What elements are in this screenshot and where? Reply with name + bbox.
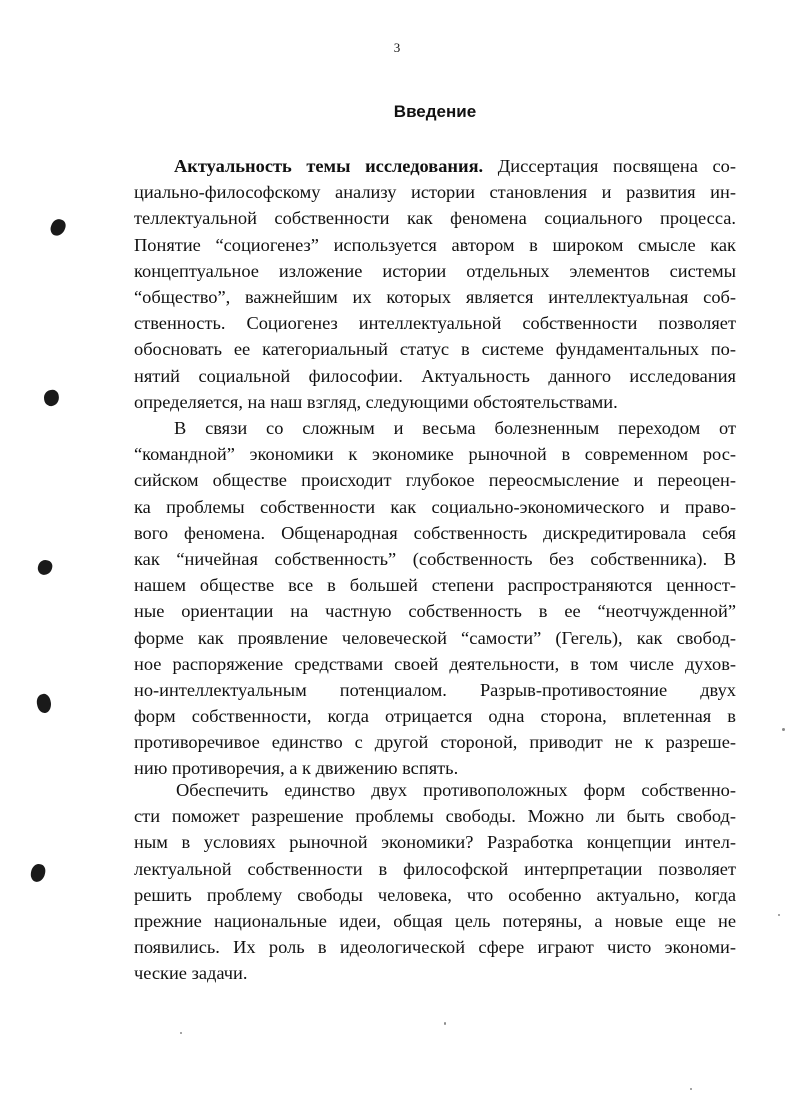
ink-blot	[36, 558, 53, 576]
text-line: определяется, на наш взгляд, следующими обстоятельствами.	[134, 391, 618, 412]
text-line: обосновать ее категориальный статус в системе фундаментальных по-	[134, 339, 736, 360]
text-line: но-интеллектуальным потенциалом. Разрыв-противостояние двух	[134, 679, 736, 700]
text-line: теллектуальной собственности как феномена социального процесса.	[134, 208, 736, 229]
ink-blot	[30, 863, 47, 883]
text-line: В связи со сложным и весьма болезненным переходом от	[174, 418, 736, 438]
ink-blot	[43, 389, 61, 407]
text-line: Обеспечить единство двух противоположных форм собственно-	[176, 780, 736, 800]
text-line: решить проблему свободы человека, что особенно актуально, когда	[134, 884, 736, 905]
text-line: концептуальное изложение истории отдельных элементов системы	[134, 260, 736, 281]
ink-blot	[35, 693, 53, 715]
text-line: сийском обществе происходит глубокое переосмысление и переоцен-	[134, 470, 736, 491]
text-line: нятий социальной философии. Актуальность данного исследования	[134, 365, 736, 386]
text-line: появились. Их роль в идеологической сфере играют чисто экономи-	[134, 937, 736, 958]
scan-speck	[782, 728, 785, 731]
text-line: циально-философскому анализу истории становления и развития ин-	[134, 182, 736, 203]
text-line: Понятие “социогенез” используется автором в широком смысле как	[134, 234, 736, 255]
paragraph-freedom	[134, 777, 736, 987]
text-line-fragment: Диссертация посвящена со-	[483, 156, 737, 176]
text-line: ные ориентации на частную собственность в ее “неотчужденной”	[134, 601, 736, 622]
text-line: форме как проявление человеческой “самости” (Гегель), как свобод-	[134, 627, 736, 648]
text-line: нию противоречия, а к движению вспять.	[134, 758, 459, 779]
text-line: лектуальной собственности в философской интерпретации позволяет	[134, 858, 736, 879]
scan-speck	[690, 1088, 692, 1090]
text-line: вого феномена. Общенародная собственность дискредитировала себя	[134, 522, 736, 543]
scan-speck	[444, 1022, 446, 1025]
scan-speck	[180, 1032, 182, 1034]
paragraph-transition	[134, 415, 736, 782]
text-line: ка проблемы собственности как социально-экономического и право-	[134, 496, 736, 517]
text-line: как “ничейная собственность” (собственность без собственника). В	[134, 548, 736, 569]
text-line: ное распоряжение средствами своей деятельности, в том числе духов-	[134, 653, 736, 674]
section-heading: Введение	[393, 102, 477, 121]
paragraph-relevance	[134, 153, 736, 415]
text-line: ным в условиях рыночной экономики? Разработка концепции интел-	[134, 832, 736, 853]
scan-speck	[778, 914, 780, 916]
text-line: “общество”, важнейшим их которых является интеллектуальная соб-	[134, 286, 736, 307]
text-line: сти поможет разрешение проблемы свободы. Можно ли быть свобод-	[134, 806, 736, 827]
text-line	[134, 153, 736, 179]
page-number: 3	[393, 40, 401, 55]
text-line: ческие задачи.	[134, 963, 248, 984]
text-line: нашем обществе все в большей степени распространяются ценност-	[134, 575, 736, 596]
ink-blot	[49, 217, 68, 238]
text-line: форм собственности, когда отрицается одна сторона, вплетенная в	[134, 706, 736, 727]
text-line: прежние национальные идеи, общая цель потеряны, а новые еще не	[134, 910, 736, 931]
lead-phrase: Актуальность темы исследования.	[174, 156, 484, 176]
text-line: “командной” экономики к экономике рыночной в современном рос-	[134, 444, 736, 465]
text-line: ственность. Социогенез интеллектуальной собственности позволяет	[134, 313, 736, 334]
text-line: противоречивое единство с другой стороной, приводит не к разреше-	[134, 732, 736, 753]
